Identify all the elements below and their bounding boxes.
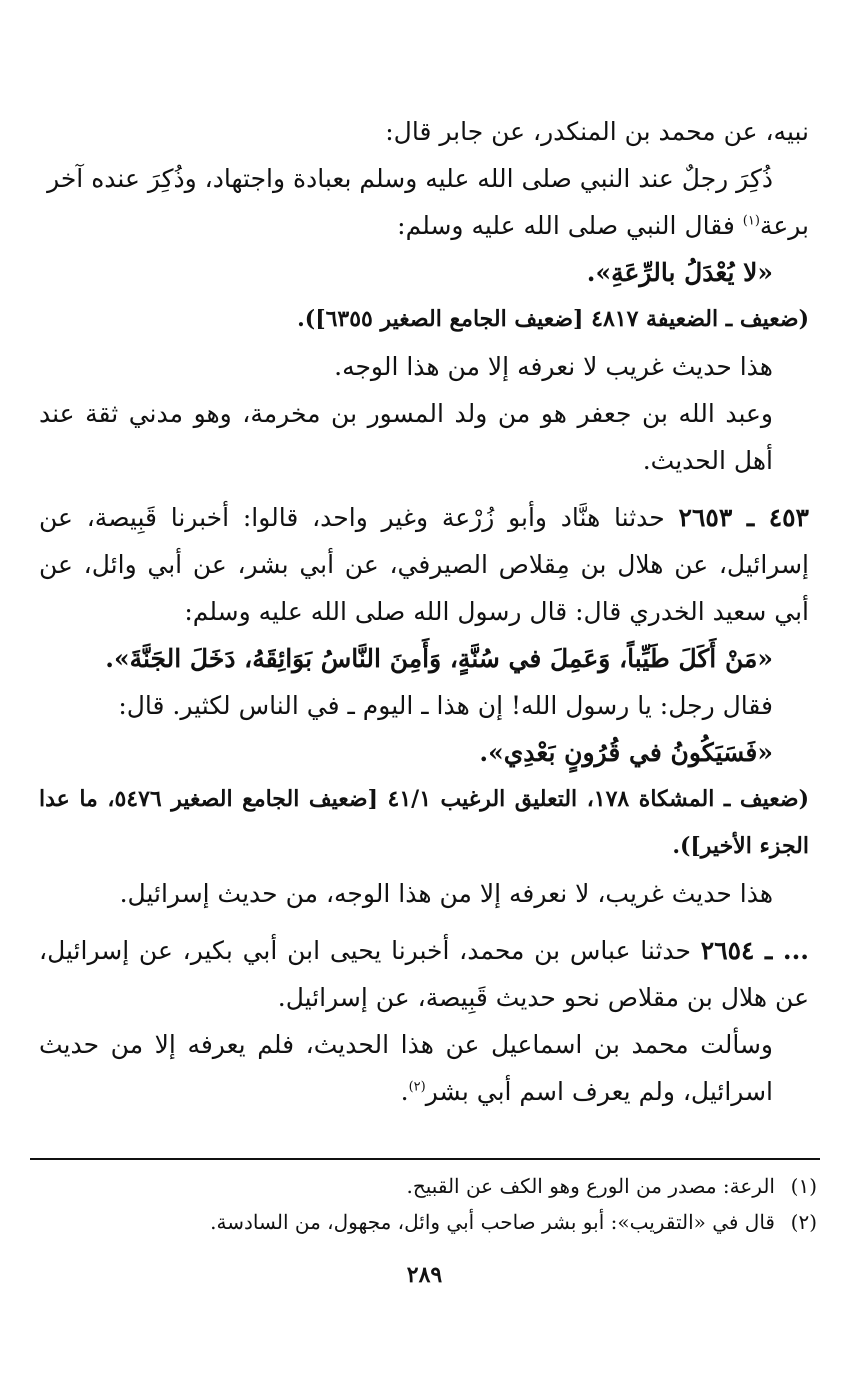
commentary-paragraph: هذا حديث غريب، لا نعرفه إلا من هذا الوجه، من حديث إسرائيل.: [119, 879, 773, 908]
hadith-chain-text: حدثنا هنَّاد وأبو زُرْعة وغير واحد، قالوا: أخبرنا قَبِيصة، عن إسرائيل، عن هلال بن مِقلاص الصيرفي، عن أبي بشر، عن أبي وائل، عن أبي سعيد الخدري قال: قال رسول الله صلى الله عليه وسلم:: [39, 503, 809, 626]
hadith-chain-text: حدثنا عباس بن محمد، أخبرنا يحيى ابن أبي بكير، عن إسرائيل، عن هلال بن مقلاص نحو حديث قَبِيصة، عن إسرائيل.: [39, 936, 809, 1012]
hadith-text: «فَسَيَكُونُ في قُرُونٍ بَعْدِي».: [479, 738, 773, 767]
commentary-paragraph: [39, 1021, 809, 1115]
page-number: ٢٨٩: [406, 1262, 443, 1288]
grading-note: (ضعيف ـ المشكاة ١٧٨، التعليق الرغيب ٤١/١ [ضعيف الجامع الصغير ٥٤٧٦، ما عدا الجزء الأخير]).: [39, 786, 809, 859]
footnote-divider: [30, 1158, 820, 1160]
word-bira: برعة: [759, 211, 809, 240]
hadith-text: «لا يُعْدَلُ بالرِّعَةِ».: [586, 258, 773, 287]
footnote: [27, 1204, 817, 1240]
footnotes: [27, 1168, 817, 1240]
hadith-number: ... ـ ٢٦٥٤: [700, 936, 809, 965]
grading-note: (ضعيف ـ الضعيفة ٤٨١٧ [ضعيف الجامع الصغير ٦٣٥٥]).: [297, 306, 809, 332]
hadith-text: «مَنْ أَكَلَ طَيِّباً، وَعَمِلَ في سُنَّةٍ، وَأَمِنَ النَّاسُ بَوَائِقَهُ، دَخَلَ الجَنَّةَ».: [105, 644, 773, 673]
paragraph-hadith-intro: ذُكِرَ رجلٌ عند النبي صلى الله عليه وسلم بعبادة واجتهاد، وذُكِرَ عنده آخر: [47, 164, 773, 193]
commentary-paragraph: هذا حديث غريب لا نعرفه إلا من هذا الوجه.: [334, 352, 773, 381]
footnote-text: قال في «التقريب»: أبو بشر صاحب أبي وائل، مجهول، من السادسة.: [210, 1210, 775, 1234]
paragraph-hadith-intro-cont: [39, 202, 809, 249]
footnote-number: (٢): [790, 1210, 817, 1234]
paragraph-chain-continuation: نبيه، عن محمد بن المنكدر، عن جابر قال:: [385, 117, 809, 146]
footnote: [27, 1168, 817, 1204]
text-fragment: فقال النبي صلى الله عليه وسلم:: [397, 211, 743, 240]
commentary-paragraph: وعبد الله بن جعفر هو من ولد المسور بن مخرمة، وهو مدني ثقة عند أهل الحديث.: [39, 399, 773, 475]
footnote-ref-2: (٢): [408, 1079, 426, 1095]
footnote-text: الرعة: مصدر من الورع وهو الكف عن القبيح.: [406, 1174, 775, 1198]
footnote-number: (١): [790, 1174, 817, 1198]
hadith-number: ٤٥٣ ـ ٢٦٥٣: [678, 503, 809, 532]
footnote-ref-1: (١): [742, 213, 760, 229]
text-fragment: وسألت محمد بن اسماعيل عن هذا الحديث، فلم يعرفه إلا من حديث اسرائيل، ولم يعرف اسم أبي بشر: [39, 1030, 773, 1106]
hadith-chain-paragraph: [39, 494, 809, 635]
dialogue-paragraph: فقال رجل: يا رسول الله! إن هذا ـ اليوم ـ في الناس لكثير. قال:: [118, 691, 773, 720]
text-fragment: .: [400, 1077, 409, 1106]
main-text: [39, 108, 809, 1115]
hadith-chain-paragraph: [39, 927, 809, 1021]
